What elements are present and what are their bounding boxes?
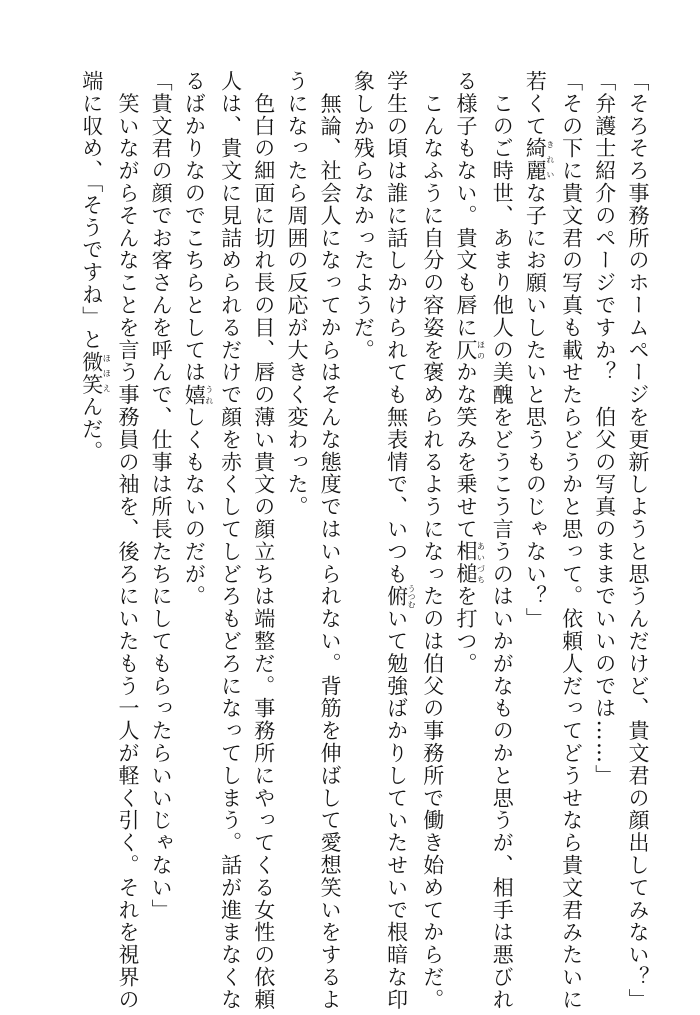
text-line	[449, 70, 485, 975]
text-line: 象しか残らなかったようだ。	[351, 70, 376, 362]
text-run: かな笑みを乗せて	[453, 361, 478, 541]
furigana: うつむ	[407, 584, 417, 609]
text-line: 「弁護士紹介のページですか？ 伯父の写真のままでいいのでは……」	[592, 70, 617, 787]
text-line: 色白の細面に切れ長の目、唇の薄い貴文の顔立ちは端整だ。事務所にやってくる女性の依頼	[251, 92, 276, 1011]
ruby-word	[182, 383, 214, 407]
text-line	[75, 70, 111, 975]
text-run: 端に収め、「そうですね」と	[79, 70, 104, 351]
furigana: きれい	[545, 137, 555, 183]
text-line: このご時世、あまり他人の美醜をどうこう言うのはいかがなものかと思うが、相手は悪びれ	[490, 92, 515, 1011]
vertical-text-body	[75, 70, 654, 1011]
text-line: 「そろそろ事務所のホームページを更新しようと思うんだけど、貴文君の顔出してみない？」	[626, 70, 650, 1011]
ruby-base: 嬉	[182, 383, 207, 407]
text-line	[177, 70, 213, 975]
text-line: 「その下に貴文君の写真も載せたらどうかと思って。依頼人だってどうせなら貴文君みたいに	[559, 70, 584, 1011]
text-line	[379, 70, 417, 1011]
furigana: ほの	[476, 338, 486, 362]
text-run: 若くて	[523, 70, 548, 138]
text-line: 人は、貴文に見詰められるだけで顔を赤くしてしどろもどろになってしまう。話が進まなくな	[218, 70, 243, 1011]
text-line	[518, 70, 554, 975]
text-line: こんなふうに自分の容姿を褒められるようになったのは伯父の事務所で働き始めてからだ。	[420, 92, 445, 1011]
text-run: るばかりなのでこちらとしては	[182, 70, 207, 384]
ruby-word	[453, 540, 486, 586]
text-run: を打つ。	[453, 585, 478, 675]
text-run: しくもないのだが。	[182, 406, 207, 608]
text-line: 無論、社会人になってからはそんな態度ではいられない。背筋を伸ばして愛想笑いをするよ	[318, 92, 343, 1011]
text-run: 学生の頃は誰に話しかけられても無表情で、いつも	[384, 70, 409, 586]
text-run: る様子もない。貴文も唇に	[453, 70, 478, 339]
ruby-base: 仄	[453, 338, 478, 362]
text-line: 笑いながらそんなことを言う事務員の袖を、後ろにいたもう一人が軽く引く。それを視界の	[115, 92, 140, 1011]
ruby-base: 綺麗	[523, 137, 548, 183]
ruby-base: 微笑	[79, 350, 104, 396]
ruby-base: 相槌	[453, 540, 478, 586]
ruby-word	[453, 338, 486, 362]
ruby-word	[384, 584, 417, 609]
furigana: うれ	[204, 383, 214, 406]
furigana: あいづち	[476, 540, 486, 586]
text-line: うになったら周囲の反応が大きく変わった。	[284, 70, 309, 518]
text-run: いて勉強ばかりしていたせいで根暗な印	[384, 607, 409, 1011]
text-run: んだ。	[79, 395, 104, 463]
furigana: ほほえ	[102, 350, 112, 396]
text-run: な子にお願いしたいと思うものじゃない？」	[523, 182, 548, 631]
ruby-word	[523, 137, 555, 183]
ruby-base: 俯	[384, 584, 409, 609]
text-line: 「貴文君の顔でお客さんを呼んで、仕事は所長たちにしてもらったらいいじゃない」	[149, 70, 174, 922]
ruby-word	[79, 350, 112, 396]
